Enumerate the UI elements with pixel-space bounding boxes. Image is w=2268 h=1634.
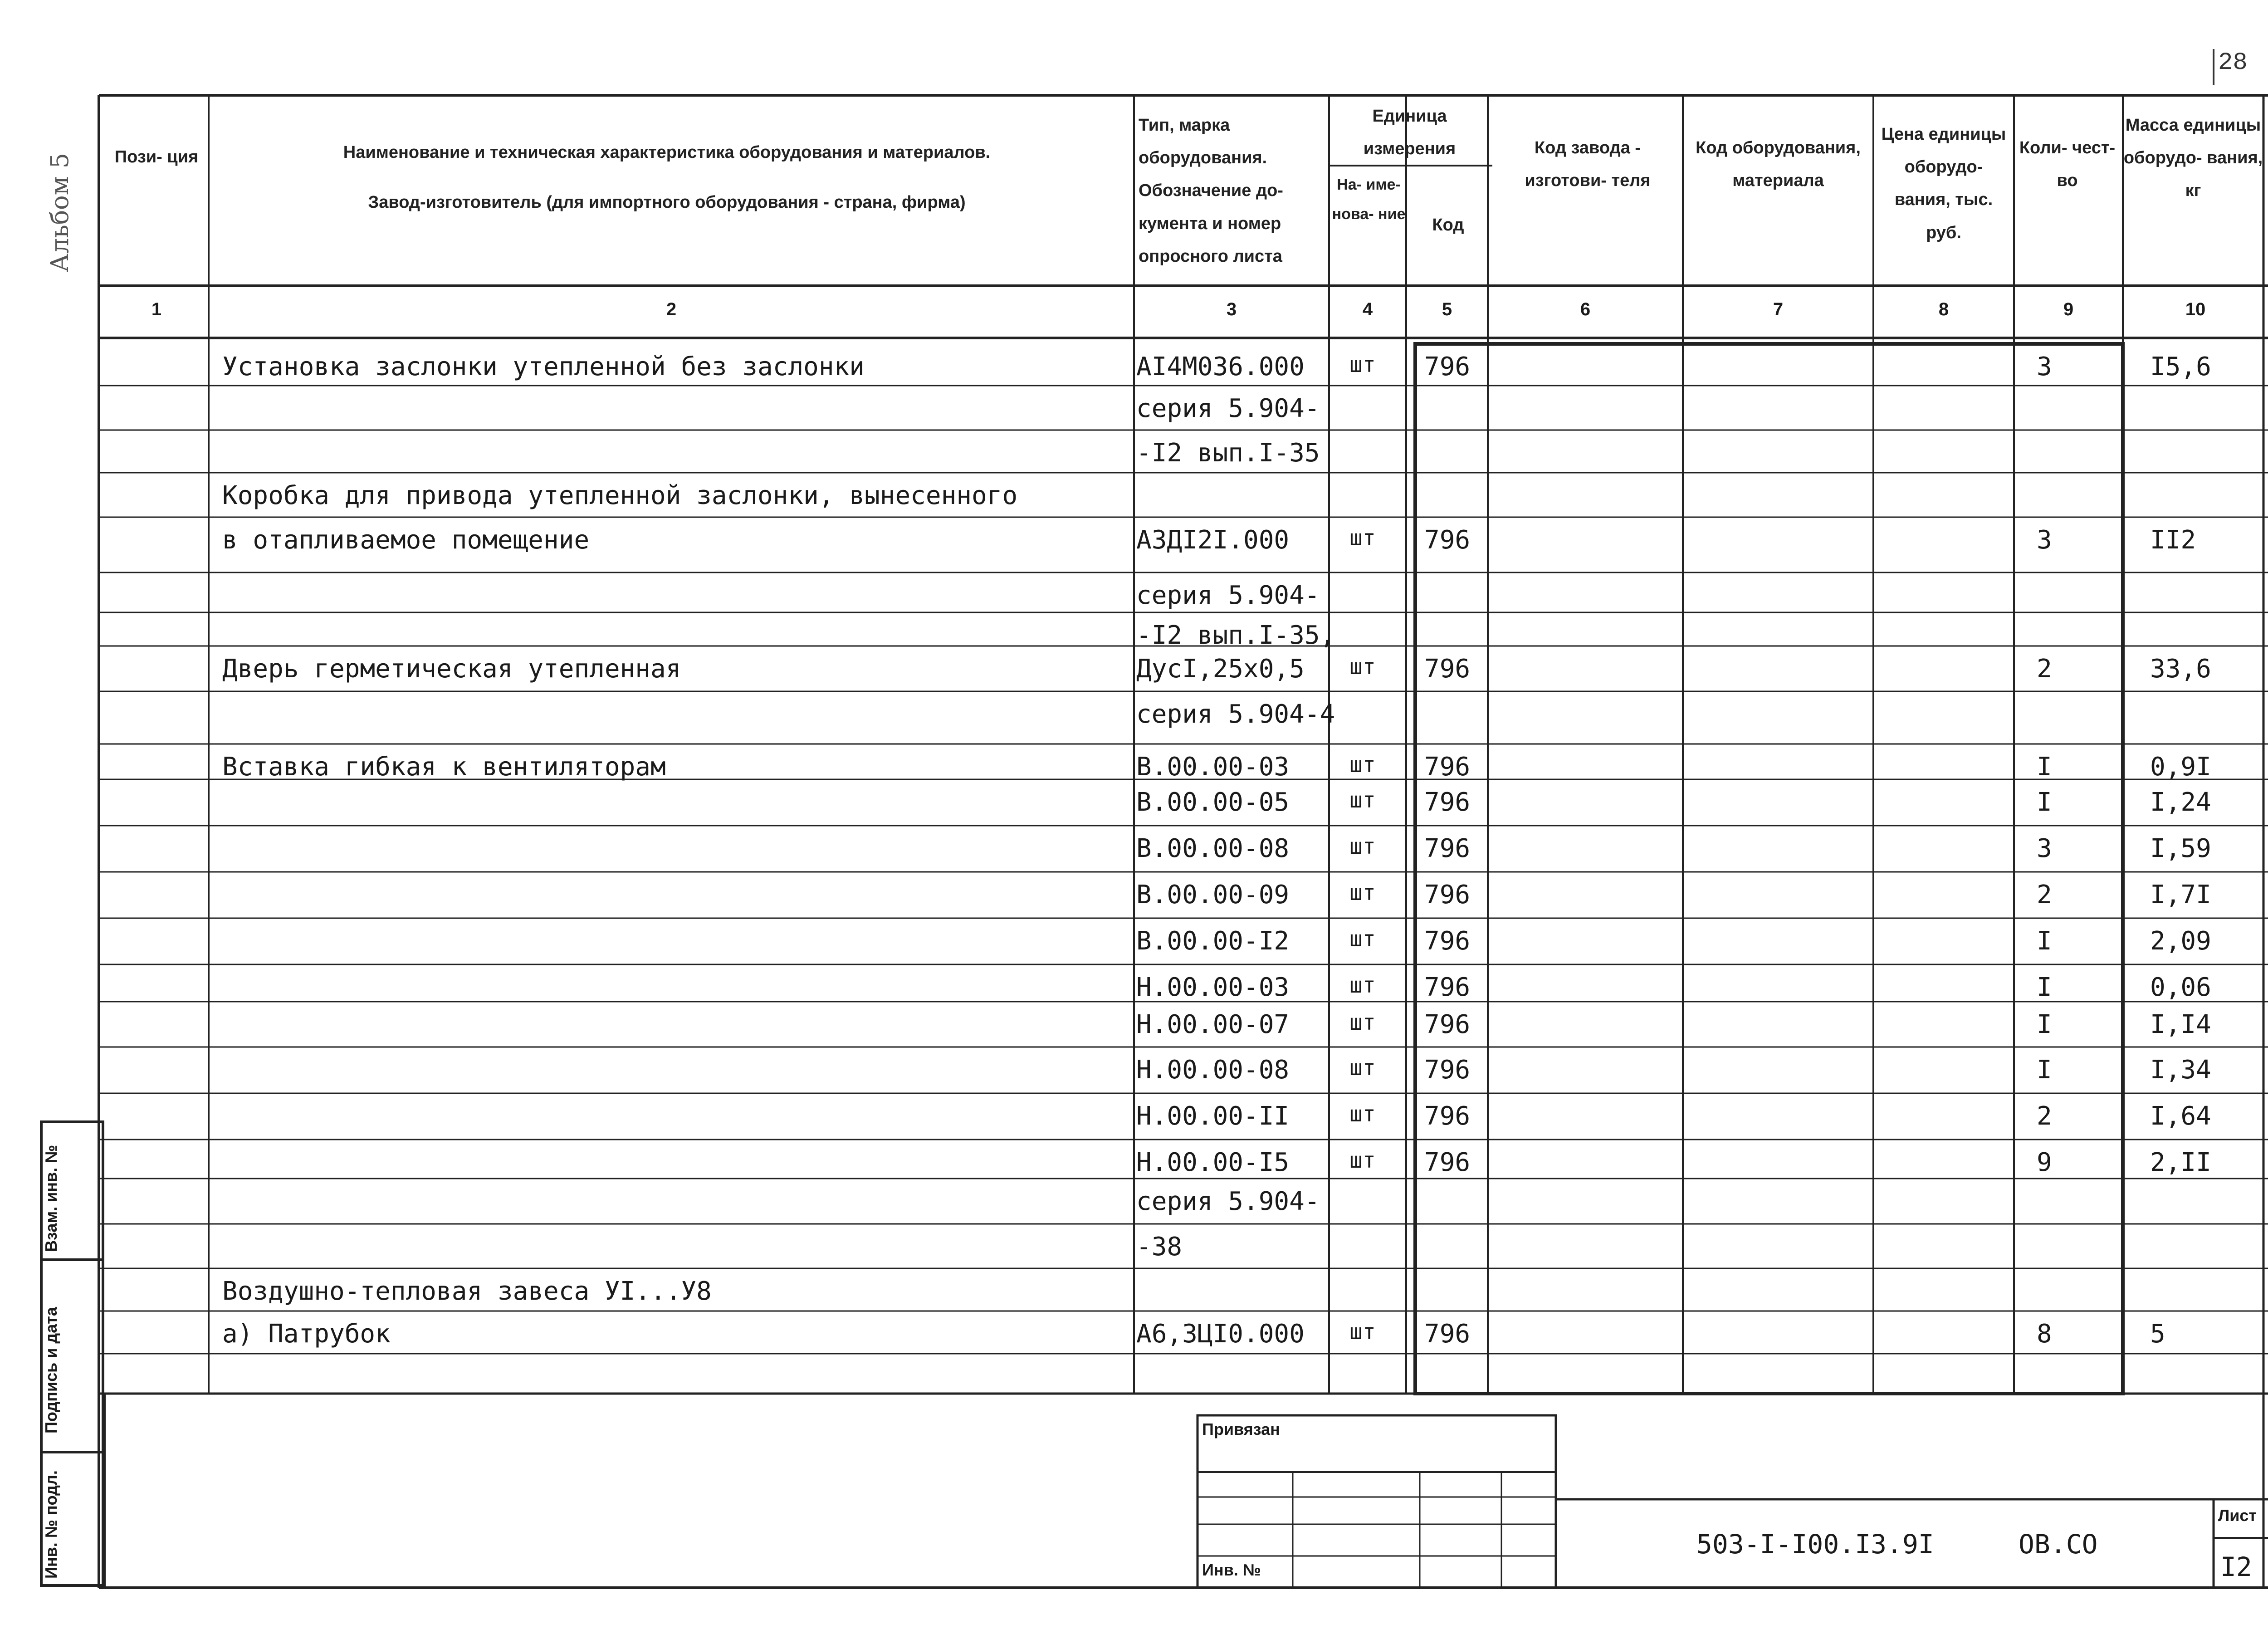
- row-quantity: I: [2037, 973, 2052, 1002]
- row-mass: II2: [2150, 525, 2196, 555]
- row-type: -I2 вып.I-35: [1136, 438, 1320, 468]
- column-number-1: 1: [151, 299, 162, 319]
- row-unit-code: 796: [1424, 525, 1471, 555]
- column-number-7: 7: [1773, 299, 1784, 319]
- header-unit-code: Код: [1432, 215, 1464, 235]
- row-unit-code: 796: [1424, 352, 1471, 382]
- row-mass: 0,06: [2150, 973, 2211, 1002]
- column-number-2: 2: [666, 299, 677, 319]
- row-quantity: I: [2037, 1010, 2052, 1039]
- header-unit-group: Единица измерения: [1363, 107, 1456, 159]
- column-number-6: 6: [1580, 299, 1591, 319]
- row-quantity: 8: [2037, 1319, 2052, 1349]
- row-type: В.00.00-05: [1136, 788, 1290, 817]
- row-quantity: I: [2037, 788, 2052, 817]
- header-factory-code: Код завода - изготови- теля: [1525, 138, 1651, 191]
- column-number-5: 5: [1442, 299, 1452, 319]
- row-unit: шт: [1349, 834, 1376, 859]
- header-price: Цена единицы оборудо- вания, тыс. руб.: [1881, 125, 2006, 242]
- row-unit-code: 796: [1424, 834, 1471, 863]
- row-unit: шт: [1349, 880, 1376, 905]
- column-number-10: 10: [2185, 299, 2206, 319]
- row-quantity: 3: [2037, 352, 2052, 382]
- row-unit-code: 796: [1424, 1319, 1471, 1349]
- row-unit: шт: [1349, 1055, 1376, 1081]
- row-name: в отапливаемое помещение: [222, 525, 590, 555]
- row-name: Коробка для привода утепленной заслонки, вынесенного: [222, 481, 1018, 510]
- row-quantity: 3: [2037, 525, 2052, 555]
- column-number-3: 3: [1226, 299, 1237, 319]
- row-name: а) Патрубок: [222, 1319, 391, 1349]
- row-mass: 33,6: [2150, 654, 2211, 684]
- row-unit: шт: [1349, 1148, 1376, 1173]
- row-mass: I5,6: [2150, 352, 2211, 382]
- row-type: Н.00.00-07: [1136, 1010, 1290, 1039]
- page-number: 28: [2218, 49, 2248, 77]
- row-unit-code: 796: [1424, 752, 1471, 782]
- row-type: В.00.00-09: [1136, 880, 1290, 910]
- row-name: Вставка гибкая к вентиляторам: [222, 752, 666, 782]
- row-type: Н.00.00-I5: [1136, 1148, 1290, 1177]
- row-type: серия 5.904-: [1136, 1187, 1320, 1216]
- row-unit: шт: [1349, 926, 1376, 952]
- row-type: АI4М036.000: [1136, 352, 1305, 382]
- header-type: Тип, марка оборудования. Обозначение до- кумента и номер опросного листа: [1139, 116, 1283, 266]
- row-unit: шт: [1349, 525, 1376, 551]
- row-type: А6,3ЦI0.000: [1136, 1319, 1305, 1349]
- row-type: А3ДI2I.000: [1136, 525, 1290, 555]
- row-type: В.00.00-03: [1136, 752, 1290, 782]
- row-type: В.00.00-I2: [1136, 926, 1290, 956]
- header-equipment-code: Код оборудования, материала: [1696, 138, 1861, 191]
- row-unit-code: 796: [1424, 1055, 1471, 1085]
- row-unit-code: 796: [1424, 654, 1471, 684]
- row-mass: 2,II: [2150, 1148, 2211, 1177]
- row-type: серия 5.904-4: [1136, 700, 1335, 729]
- stamp-inv-label: Инв. №: [1202, 1561, 1261, 1579]
- row-quantity: 2: [2037, 654, 2052, 684]
- row-quantity: I: [2037, 752, 2052, 782]
- header-quantity: Коли- чест- во: [2019, 138, 2116, 191]
- row-mass: I,7I: [2150, 880, 2211, 910]
- row-mass: I,34: [2150, 1055, 2211, 1085]
- row-unit-code: 796: [1424, 1148, 1471, 1177]
- row-unit-code: 796: [1424, 1101, 1471, 1131]
- row-unit-code: 796: [1424, 973, 1471, 1002]
- row-type: серия 5.904-: [1136, 394, 1320, 423]
- row-mass: I,I4: [2150, 1010, 2211, 1039]
- header-name-line2: Завод-изготовитель (для импортного оборудования - страна, фирма): [368, 193, 966, 212]
- row-unit: шт: [1349, 352, 1376, 377]
- row-type: Н.00.00-08: [1136, 1055, 1290, 1085]
- row-unit-code: 796: [1424, 926, 1471, 956]
- column-number-8: 8: [1938, 299, 1949, 319]
- row-quantity: 2: [2037, 880, 2052, 910]
- row-unit-code: 796: [1424, 788, 1471, 817]
- document-mark: ОВ.СО: [2019, 1529, 2098, 1560]
- row-type: Н.00.00-II: [1136, 1101, 1290, 1131]
- row-unit: шт: [1349, 654, 1376, 680]
- row-unit-code: 796: [1424, 1010, 1471, 1039]
- sheet-number: I2: [2220, 1551, 2252, 1582]
- album-label: Альбом 5: [45, 152, 74, 272]
- row-quantity: I: [2037, 926, 2052, 956]
- header-position: Пози- ция: [114, 147, 199, 166]
- row-unit: шт: [1349, 973, 1376, 998]
- row-mass: 5: [2150, 1319, 2165, 1349]
- row-unit: шт: [1349, 788, 1376, 813]
- row-unit: шт: [1349, 1101, 1376, 1127]
- row-type: -38: [1136, 1232, 1183, 1262]
- side-label-replacement: Взам. инв. №: [42, 1145, 60, 1252]
- row-unit: шт: [1349, 1010, 1376, 1035]
- row-type: ДусI,25х0,5: [1136, 654, 1305, 684]
- row-mass: 2,09: [2150, 926, 2211, 956]
- row-mass: 0,9I: [2150, 752, 2211, 782]
- row-name: Воздушно-тепловая завеса УI...У8: [222, 1277, 712, 1306]
- row-quantity: 9: [2037, 1148, 2052, 1177]
- column-number-9: 9: [2063, 299, 2074, 319]
- header-unit-name: На- име- нова- ние: [1332, 176, 1406, 223]
- row-unit: шт: [1349, 1319, 1376, 1345]
- row-mass: I,59: [2150, 834, 2211, 863]
- row-type: -I2 вып.I-35,: [1136, 621, 1335, 650]
- column-number-4: 4: [1362, 299, 1373, 319]
- header-name-line1: Наименование и техническая характеристика оборудования и материалов.: [343, 143, 991, 162]
- row-quantity: 3: [2037, 834, 2052, 863]
- row-name: Установка заслонки утепленной без заслонки: [222, 352, 865, 382]
- row-type: серия 5.904-: [1136, 581, 1320, 610]
- side-label-original: Инв. № подл.: [42, 1470, 60, 1579]
- row-unit-code: 796: [1424, 880, 1471, 910]
- row-quantity: 2: [2037, 1101, 2052, 1131]
- row-mass: I,64: [2150, 1101, 2211, 1131]
- header-mass: Масса единицы оборудо- вания, кг: [2123, 116, 2263, 201]
- row-mass: I,24: [2150, 788, 2211, 817]
- row-type: В.00.00-08: [1136, 834, 1290, 863]
- row-name: Дверь герметическая утепленная: [222, 654, 681, 684]
- row-type: Н.00.00-03: [1136, 973, 1290, 1002]
- stamp-attached-label: Привязан: [1202, 1420, 1280, 1438]
- side-label-signature: Подпись и дата: [42, 1307, 60, 1433]
- row-unit: шт: [1349, 752, 1376, 778]
- row-quantity: I: [2037, 1055, 2052, 1085]
- sheet-label: Лист: [2218, 1506, 2257, 1525]
- document-code: 503-I-I00.I3.9I: [1696, 1529, 1934, 1560]
